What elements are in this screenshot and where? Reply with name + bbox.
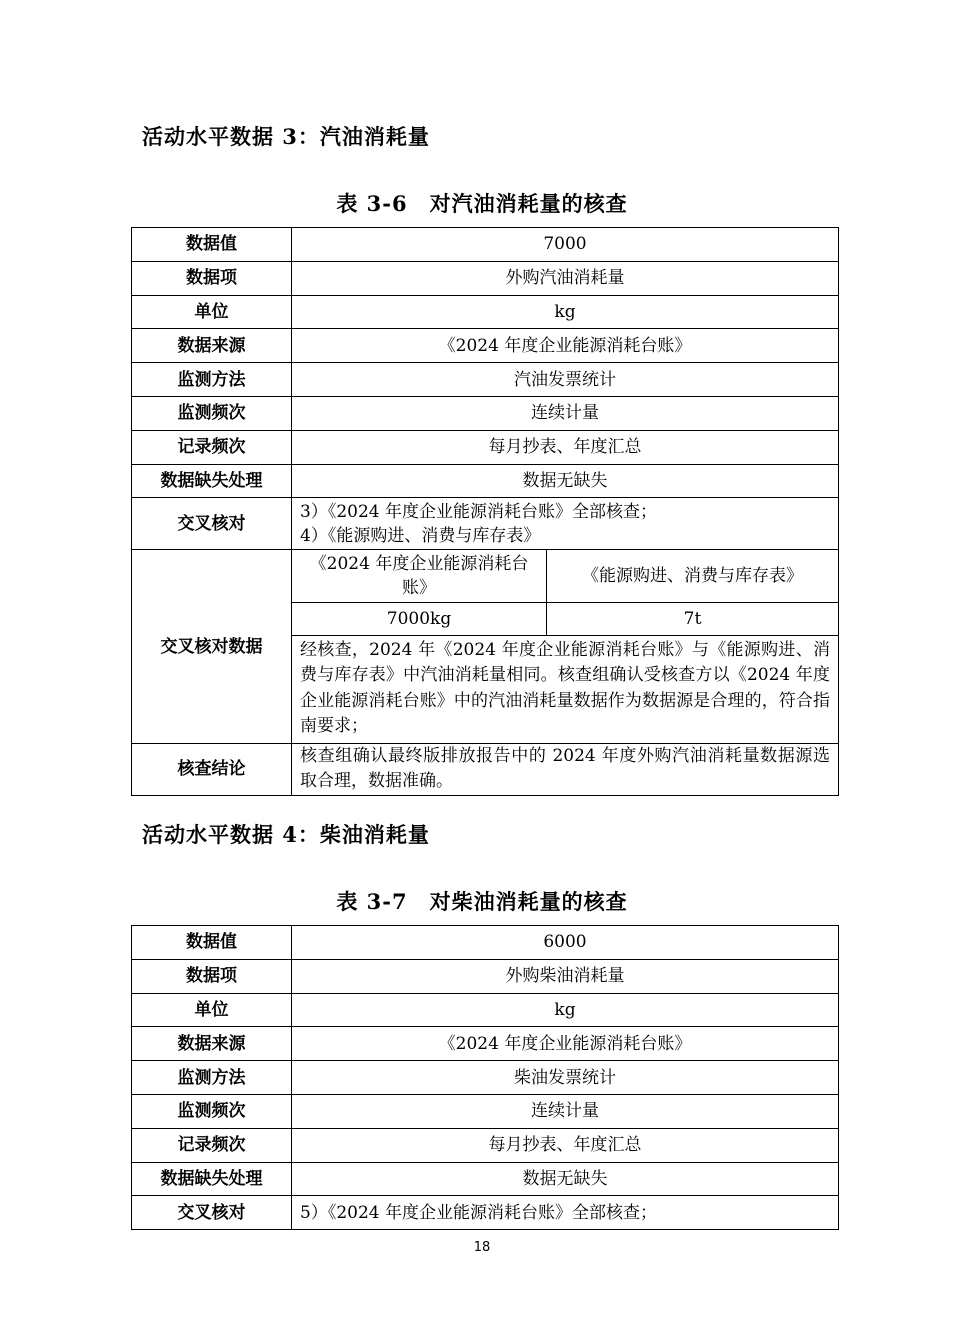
table-row: [132, 1128, 839, 1162]
section-heading-diesel: 活动水平数据 4：柴油消耗量: [142, 822, 430, 847]
row-key: 数据缺失处理: [132, 464, 292, 498]
row-key: 监测方法: [132, 1061, 292, 1095]
subtable-header: 《能源购进、消费与库存表》: [547, 550, 839, 602]
row-key: 核查结论: [132, 743, 292, 795]
row-value: 7000: [292, 228, 839, 262]
table-row: [132, 396, 839, 430]
row-value: 《2024 年度企业能源消耗台账》: [292, 1027, 839, 1061]
row-key: 交叉核对数据: [132, 550, 292, 744]
table-row: [132, 926, 839, 960]
row-value: 连续计量: [292, 396, 839, 430]
table-caption-3-7: 表 3-7 对柴油消耗量的核查: [336, 889, 628, 914]
table-row: [132, 1061, 839, 1095]
row-key: 数据来源: [132, 1027, 292, 1061]
row-value: 5）《2024 年度企业能源消耗台账》全部核查；: [292, 1196, 839, 1230]
row-key: 交叉核对: [132, 498, 292, 550]
row-key: 记录频次: [132, 430, 292, 464]
row-value: 外购汽油消耗量: [292, 261, 839, 295]
diesel-check-table: [131, 925, 839, 1230]
row-value: 每月抄表、年度汇总: [292, 430, 839, 464]
subtable-note-row: [292, 635, 838, 743]
row-key: 数据值: [132, 926, 292, 960]
subtable-data-row: [292, 602, 838, 635]
row-value: 数据无缺失: [292, 464, 839, 498]
table-row: [132, 498, 839, 550]
table-row: [132, 1196, 839, 1230]
row-value: 6000: [292, 926, 839, 960]
row-key: 数据项: [132, 261, 292, 295]
subtable-header: 《2024 年度企业能源消耗台账》: [292, 550, 547, 602]
row-value: kg: [292, 295, 839, 329]
table-row: [132, 959, 839, 993]
row-value: [292, 498, 839, 550]
section-heading-gasoline: 活动水平数据 3：汽油消耗量: [142, 124, 430, 149]
row-value: 每月抄表、年度汇总: [292, 1128, 839, 1162]
row-key: 监测频次: [132, 396, 292, 430]
table-row: [132, 295, 839, 329]
table-row: [132, 1162, 839, 1196]
row-key: 单位: [132, 295, 292, 329]
table-row: [132, 1027, 839, 1061]
table-row: [132, 430, 839, 464]
row-value: kg: [292, 993, 839, 1027]
page-number: 18: [473, 1240, 491, 1255]
row-value: 柴油发票统计: [292, 1061, 839, 1095]
cross-check-note: 经核查，2024 年《2024 年度企业能源消耗台账》与《能源购进、消费与库存表》中汽油消耗量相同。核查组确认受核查方以《2024 年度企业能源消耗台账》中的汽油消耗量数据作为数据源是合理的，符合指南要求；: [300, 639, 830, 737]
table-row: [132, 743, 839, 795]
row-key: 交叉核对: [132, 1196, 292, 1230]
cross-check-data-cell: [292, 550, 839, 744]
table-row: [132, 464, 839, 498]
table-row: [132, 1094, 839, 1128]
gasoline-check-table: [131, 227, 839, 796]
row-key: 记录频次: [132, 1128, 292, 1162]
row-key: 监测方法: [132, 363, 292, 397]
row-value: 连续计量: [292, 1094, 839, 1128]
cross-check-line: 3）《2024 年度企业能源消耗台账》全部核查；: [300, 501, 657, 522]
table-row: [132, 363, 839, 397]
row-value: 核查组确认最终版排放报告中的 2024 年度外购汽油消耗量数据源选取合理，数据准确。: [292, 743, 839, 795]
cross-check-subtable: [292, 550, 838, 743]
table-row: [132, 993, 839, 1027]
row-key: 数据缺失处理: [132, 1162, 292, 1196]
row-value: 数据无缺失: [292, 1162, 839, 1196]
table-row: [132, 261, 839, 295]
row-key: 监测频次: [132, 1094, 292, 1128]
subtable-value: 7000kg: [292, 602, 547, 635]
table-row: [132, 550, 839, 744]
row-key: 数据来源: [132, 329, 292, 363]
row-key: 单位: [132, 993, 292, 1027]
table-row: [132, 329, 839, 363]
table-caption-3-6: 表 3-6 对汽油消耗量的核查: [336, 191, 628, 216]
row-value: 外购柴油消耗量: [292, 959, 839, 993]
row-key: 数据项: [132, 959, 292, 993]
table-row: [132, 228, 839, 262]
subtable-value: 7t: [547, 602, 839, 635]
cross-check-line: 4）《能源购进、消费与库存表》: [300, 525, 541, 546]
row-value: 汽油发票统计: [292, 363, 839, 397]
row-key: 数据值: [132, 228, 292, 262]
row-value: 《2024 年度企业能源消耗台账》: [292, 329, 839, 363]
subtable-header-row: [292, 550, 838, 602]
